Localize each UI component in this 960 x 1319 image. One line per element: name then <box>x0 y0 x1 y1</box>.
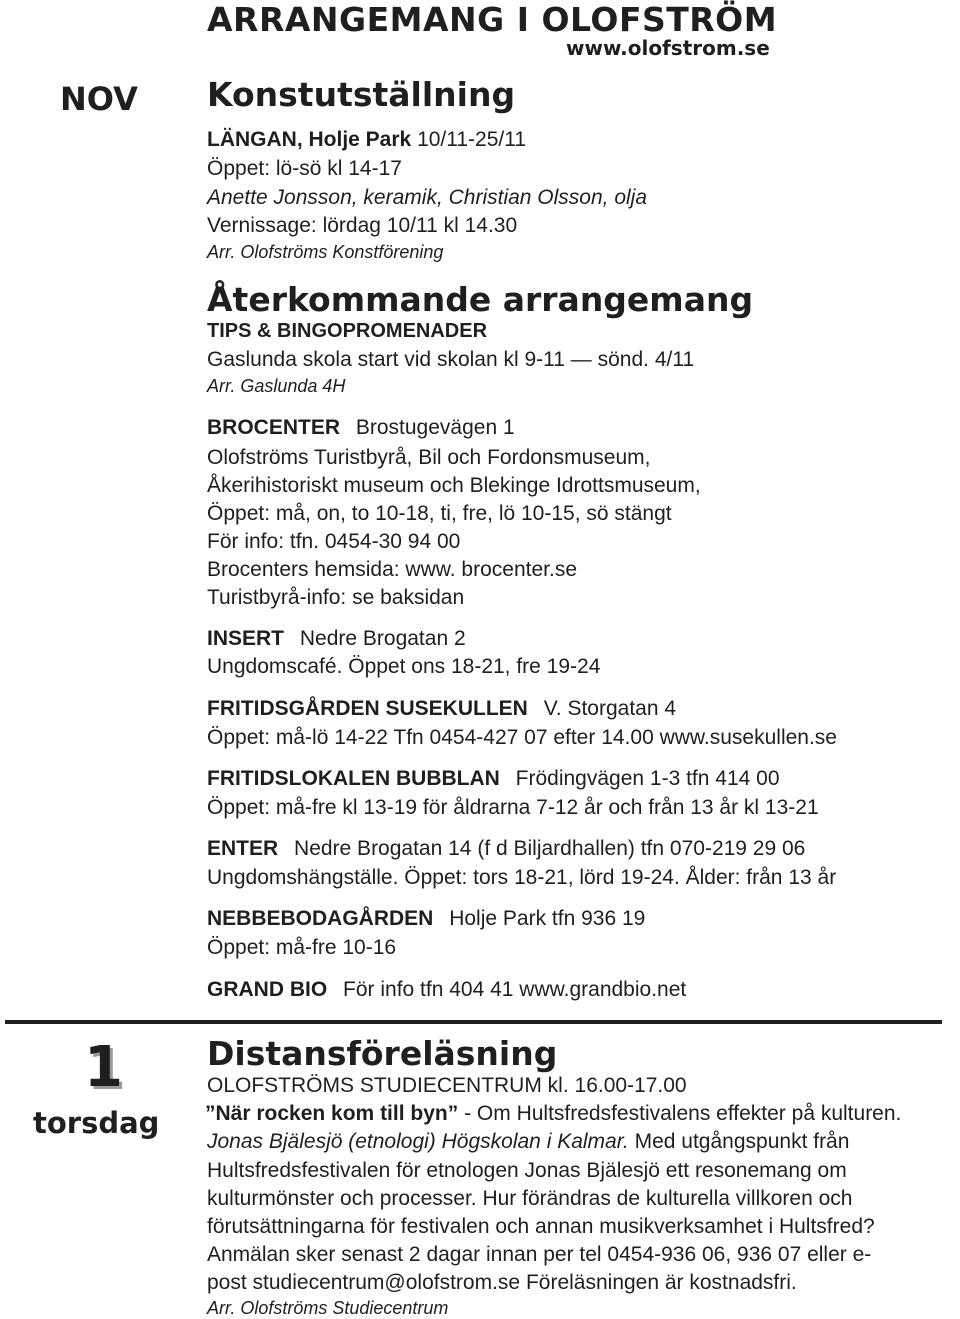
event-speaker: Jonas Bjälesjö (etnologi) Högskolan i Kalmar. <box>207 1130 629 1153</box>
event-speaker-line <box>207 1130 849 1154</box>
enter-name: ENTER <box>207 837 279 860</box>
insert-header <box>207 627 466 651</box>
section-heading-konstutstallning: Konstutställning <box>207 75 516 114</box>
susekullen-header <box>207 697 676 721</box>
section-divider <box>5 1020 942 1024</box>
event-desc-first: Med utgångspunkt från <box>634 1130 850 1153</box>
tips-title: TIPS & BINGOPROMENADER <box>207 320 488 342</box>
konst-arr: Arr. Olofströms Konstförening <box>207 242 444 262</box>
page-title: ARRANGEMANG I OLOFSTRÖM <box>207 0 778 39</box>
brocenter-line: Åkerihistoriskt museum och Blekinge Idrottsmuseum, <box>207 474 701 497</box>
event-talk-subtitle: - Om Hultsfredsfestivalens effekter på kulturen. <box>464 1102 902 1125</box>
insert-address: Nedre Brogatan 2 <box>299 627 466 650</box>
konst-artists: Anette Jonsson, keramik, Christian Olsson, olja <box>207 186 648 209</box>
susekullen-address: V. Storgatan 4 <box>543 697 677 720</box>
brocenter-line: Öppet: må, on, to 10-18, ti, fre, lö 10-15, sö stängt <box>207 502 672 525</box>
konst-open: Öppet: lö-sö kl 14-17 <box>207 157 402 180</box>
event-venue: OLOFSTRÖMS STUDIECENTRUM kl. 16.00-17.00 <box>207 1074 687 1097</box>
brocenter-address: Brostugevägen 1 <box>355 416 515 439</box>
brocenter-line: Olofströms Turistbyrå, Bil och Fordonsmuseum, <box>207 446 651 469</box>
bubblan-line: Öppet: må-fre kl 13-19 för åldrarna 7-12 år och från 13 år kl 13-21 <box>207 796 819 819</box>
event-talk-title: ”När rocken kom till byn” <box>205 1102 459 1125</box>
insert-line: Ungdomscafé. Öppet ons 18-21, fre 19-24 <box>207 655 601 678</box>
tips-line: Gaslunda skola start vid skolan kl 9-11 — sönd. 4/11 <box>207 348 695 371</box>
nebbe-name: NEBBEBODAGÅRDEN <box>207 907 434 930</box>
konst-place-name: LÄNGAN, Holje Park <box>207 128 412 151</box>
day-number: 1 <box>84 1035 123 1100</box>
brocenter-header <box>207 416 515 440</box>
section-heading-recurring: Återkommande arrangemang <box>207 280 754 319</box>
event-desc-line: kulturmönster och processer. Hur förändras de kulturella villkoren och <box>207 1187 853 1210</box>
nebbe-address: Holje Park tfn 936 19 <box>449 907 646 930</box>
website-url: www.olofstrom.se <box>566 36 770 60</box>
event-desc-line: förutsättningarna för festivalen och annan musikverksamhet i Hultsfred? <box>207 1215 875 1238</box>
event-desc-line: post studiecentrum@olofstrom.se Föreläsningen är kostnadsfri. <box>207 1271 797 1294</box>
enter-address: Nedre Brogatan 14 (f d Biljardhallen) tfn 070-219 29 06 <box>294 837 806 860</box>
brocenter-name: BROCENTER <box>207 416 341 439</box>
grandbio-address: För info tfn 404 41 www.grandbio.net <box>343 978 687 1001</box>
brocenter-line: För info: tfn. 0454-30 94 00 <box>207 530 461 553</box>
section-heading-distansforelasning: Distansföreläsning <box>207 1034 558 1073</box>
bubblan-name: FRITIDSLOKALEN BUBBLAN <box>207 767 500 790</box>
konst-place <box>207 128 526 152</box>
bubblan-header <box>207 767 780 791</box>
day-weekday: torsdag <box>33 1106 160 1140</box>
event-desc-line: Anmälan sker senast 2 dagar innan per tel 0454-936 06, 936 07 eller e- <box>207 1243 872 1266</box>
nebbe-header <box>207 907 645 931</box>
grandbio-header <box>207 978 686 1002</box>
brocenter-line: Turistbyrå-info: se baksidan <box>207 586 465 609</box>
nebbe-line: Öppet: må-fre 10-16 <box>207 936 397 959</box>
event-talk <box>205 1102 901 1126</box>
event-desc-line: Hultsfredsfestivalen för etnologen Jonas Bjälesjö ett resonemang om <box>207 1159 847 1182</box>
event-arr: Arr. Olofströms Studiecentrum <box>207 1298 449 1318</box>
grandbio-name: GRAND BIO <box>207 978 328 1001</box>
month-label: NOV <box>60 80 138 118</box>
tips-arr: Arr. Gaslunda 4H <box>207 376 346 396</box>
enter-header <box>207 837 805 861</box>
insert-name: INSERT <box>207 627 285 650</box>
konst-vernissage: Vernissage: lördag 10/11 kl 14.30 <box>207 214 518 237</box>
bubblan-address: Frödingvägen 1-3 tfn 414 00 <box>515 767 780 790</box>
enter-line: Ungdomshängställe. Öppet: tors 18-21, lörd 19-24. Ålder: från 13 år <box>207 866 837 889</box>
brocenter-line: Brocenters hemsida: www. brocenter.se <box>207 558 578 581</box>
konst-place-dates: 10/11-25/11 <box>417 128 527 151</box>
susekullen-line: Öppet: må-lö 14-22 Tfn 0454-427 07 efter 14.00 www.susekullen.se <box>207 726 837 749</box>
susekullen-name: FRITIDSGÅRDEN SUSEKULLEN <box>207 697 528 720</box>
